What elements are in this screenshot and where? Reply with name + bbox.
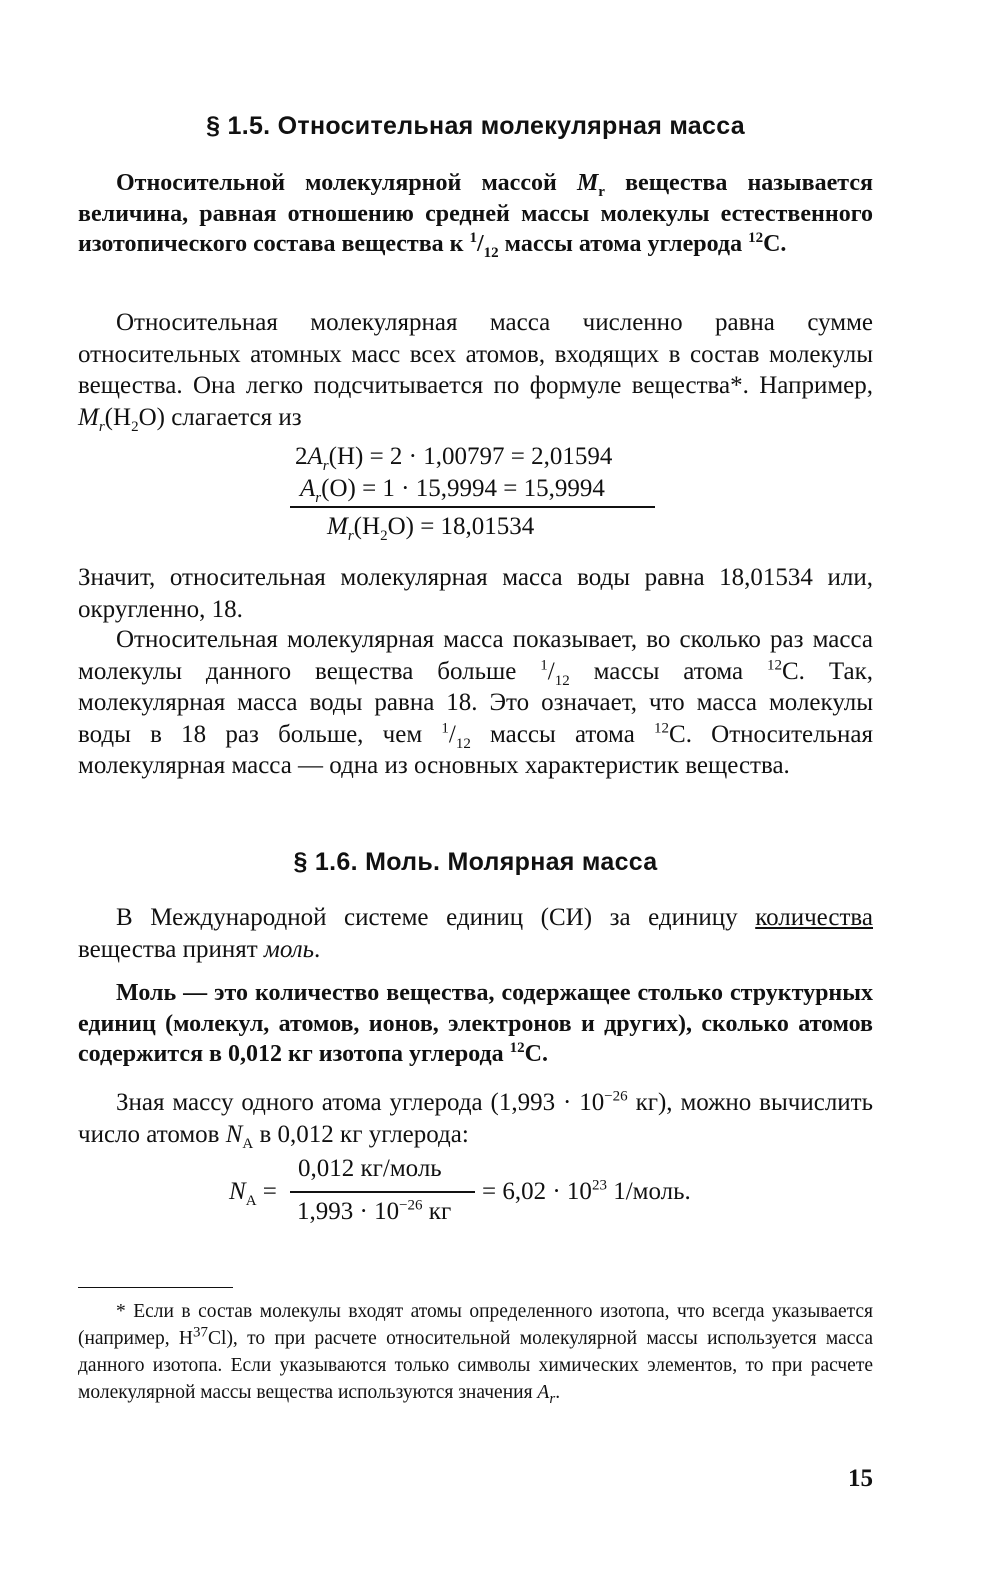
equation-oxygen: $A_r(O) = 1 \cdot 15,9994 = 15,9994$ bbox=[300, 475, 605, 506]
paragraph-how-many-times: Относительная молекулярная масса показывает, во сколько раз масса молекулы данного вещества больше $^1/_{12}$ массы атома $^{12}$С. Так, молекулярная масса воды равна 18. Это означает, что масса молекулы воды в 18 раз больше, чем $^1/_{12}$ массы атома $^{12}$С. Относительная молекулярная масса — одна из основных характеристик вещества. bbox=[78, 626, 873, 779]
equation-sum-rule bbox=[290, 506, 655, 508]
paragraph-water-mass: Значит, относительная молекулярная масса воды равна 18,01534 или, округленно, 18. bbox=[78, 564, 873, 623]
paragraph-avogadro: Зная массу одного атома углерода ($1,993 \cdot 10^{-26}$ кг), можно вычислить число атомов $N_A$ в 0,012 кг углерода: bbox=[78, 1088, 874, 1152]
link-quantity-of-substance[interactable]: количества bbox=[755, 904, 873, 931]
formula-avogadro-lhs: $N_A$ = bbox=[229, 1178, 277, 1209]
page-number: 15 bbox=[848, 1465, 873, 1492]
formula-fraction-bar bbox=[290, 1191, 475, 1193]
footnote-separator bbox=[78, 1287, 233, 1288]
formula-avogadro-denominator: $1,993 \cdot 10^{-26}$ кг bbox=[297, 1197, 452, 1225]
section-1-6-title: § 1.6. Моль. Молярная масса bbox=[293, 848, 658, 876]
section-1-5-title: § 1.5. Относительная молекулярная масса bbox=[206, 112, 745, 140]
paragraph-sum-of-atomic-masses: Относительная молекулярная масса численно равна сумме относительных атомных масс всех атомов, входящих в состав молекулы вещества. Она легко подсчитывается по формуле вещества*. Например, $M_r(H_2O)$ слагается из bbox=[78, 309, 873, 435]
definition-mole: Моль — это количество вещества, содержащее столько структурных единиц (молекул, атомов, ионов, электронов и других), сколько атомов содержится в 0,012 кг изотопа углерода $^{12}$С. bbox=[78, 980, 873, 1067]
formula-avogadro-result: = $6,02 \cdot 10^{23}$ 1/моль. bbox=[482, 1177, 691, 1205]
paragraph-si-unit: В Международной системе единиц (СИ) за единицу количества вещества принят моль. bbox=[78, 904, 873, 963]
equation-hydrogen: $2A_r(H) = 2 \cdot 1,00797 = 2,01594$ bbox=[295, 443, 613, 474]
equation-water-total: $M_r(H_2O) = 18,01534$ bbox=[327, 513, 535, 544]
formula-avogadro-numerator: 0,012 кг/моль bbox=[298, 1155, 442, 1182]
footnote: * Если в состав молекулы входят атомы определенного изотопа, что всегда указывается (например, $H^{37}Cl$), то при расчете относительной молекулярной массы используется масса данного изотопа. Если указываются только символы химических элементов, то при расчете молекулярной массы вещества используются значения $A_r$. bbox=[78, 1301, 873, 1407]
definition-relative-molecular-mass: Относительной молекулярной массой $M_r$ вещества называется величина, равная отношению средней массы молекулы естественного изотопического состава вещества к $^1/_{12}$ массы атома углерода $^{12}$С. bbox=[78, 170, 873, 261]
